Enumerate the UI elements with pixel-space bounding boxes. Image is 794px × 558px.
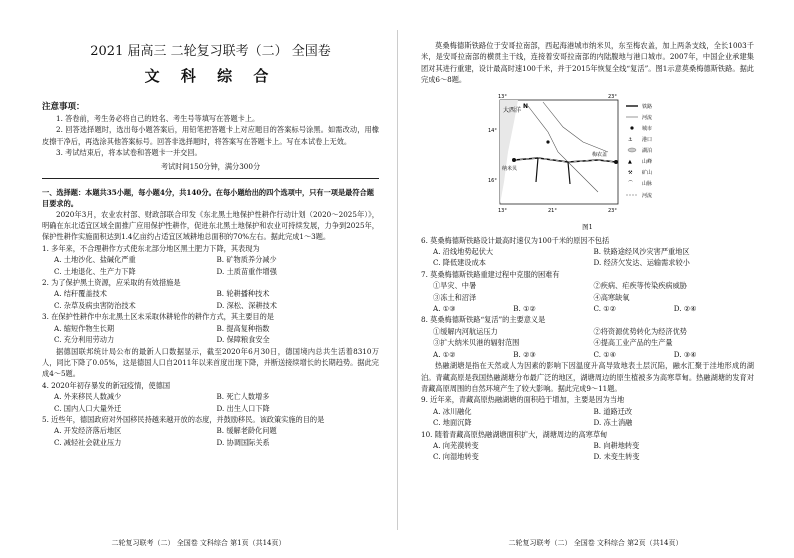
passage: 莫桑梅德斯铁路位于安哥拉南部，西起海港城市纳米贝，东至梅农盖，加上两条支线，全长1003千米，是安哥拉南部的横贯主干线，连接着安哥拉南部的内陆腹地与港口城市。2007年，中国企业承建集团对其进行重建，设计最高时速100千米，并于2015年恢复全线“复活”。图1示意莫桑梅德斯铁路。据此完成6～8题。 xyxy=(421,41,754,85)
item: ④提高工业产品的生产量 xyxy=(593,338,673,348)
lon-label: 23° xyxy=(607,93,617,100)
question: 7. 莫桑梅德斯铁路重建过程中克服的困难有 xyxy=(421,269,560,279)
option: A. 沿线地势起伏大 xyxy=(433,247,494,257)
item: ②疾病、疟疾等传染疾病威胁 xyxy=(593,281,687,291)
options xyxy=(421,246,754,269)
map-label: 梅农盖 xyxy=(591,151,607,158)
option: C. 向湿地转变 xyxy=(433,452,479,462)
options xyxy=(421,303,754,314)
option: B. ①② xyxy=(513,304,536,314)
options xyxy=(42,425,379,448)
legend-label: 河流 xyxy=(641,192,652,199)
legend-label: 湖泊 xyxy=(641,147,652,154)
option: B. 轮耕播种技术 xyxy=(216,289,270,299)
option: B. 向耕地转变 xyxy=(593,440,640,450)
option: D. 冻土消融 xyxy=(593,418,633,428)
option: A. 缩短作物生长期 xyxy=(54,323,115,333)
legend-mine-icon: ⚒ xyxy=(627,169,632,176)
legend-city-icon xyxy=(630,126,633,129)
legend-peak-icon: ▲ xyxy=(627,158,632,165)
option: D. 深松、深耕技术 xyxy=(216,300,277,310)
option: C. 充分利用劳动力 xyxy=(54,335,115,345)
page-right xyxy=(397,0,794,558)
question: 9. 近年来，青藏高原热融湖塘的面积趋于增加，主要是因为当地 xyxy=(421,395,625,405)
notice-item: 2. 回答选择题时，选出每小题答案后，用铅笔把答题卡上对应题目的答案标号涂黑。如需改动，用橡皮擦干净后，再选涂其他答案标号。回答非选择题时，将答案写在答题卡上。写在本试卷上无效。 xyxy=(42,125,379,146)
option: D. 协调国际关系 xyxy=(216,437,270,447)
lat-label: 14° xyxy=(487,127,497,134)
legend-label: 港口 xyxy=(641,136,652,143)
option: D. 土质苗重作增强 xyxy=(216,266,277,276)
map-legend xyxy=(626,103,652,199)
item: ④高寒缺氧 xyxy=(593,292,630,302)
lat-label: 16° xyxy=(487,177,497,184)
items xyxy=(421,280,754,303)
option: A. ①② xyxy=(433,349,456,359)
option: A. 向芜漠转变 xyxy=(433,440,479,450)
lon-label: 21° xyxy=(547,207,557,214)
page-footer: 二轮复习联考（二） 全国卷 文科综合 第1页（共14页） xyxy=(111,539,286,547)
item: ①缓解内河航运压力 xyxy=(433,326,498,336)
question: 6. 莫桑梅德斯铁路设计最高时速仅为100千米的原因不包括 xyxy=(421,235,610,245)
option: B. ②③ xyxy=(513,349,536,359)
option: B. 铁路途经风沙灾害严重地区 xyxy=(593,247,690,257)
notice-item: 3. 考试结束后，将本试卷和答题卡一并交回。 xyxy=(56,148,202,158)
legend-label: 山峰 xyxy=(641,158,652,165)
option: C. 降低建设成本 xyxy=(433,258,486,268)
option: A. 土地沙化、盐碱化严重 xyxy=(54,255,136,265)
legend-mountain-icon: ⌒ xyxy=(627,180,633,187)
passage: 据德国联邦统计局公布的最新人口数据显示，截至2020年6月30日，德国境内总共生活着8310万人，同比下降了0.05%，这是德国人口自2011年以来首度出现下降，并断送接续增长的长期趋势。据此完成4～5题。 xyxy=(42,346,379,379)
option: D. ②④ xyxy=(673,304,697,314)
option: D. 经济欠发达、运输需求较小 xyxy=(593,258,690,268)
option: A. 冰川融化 xyxy=(433,406,472,416)
options xyxy=(421,349,754,360)
options xyxy=(421,406,754,429)
option: A. 开发经济落后地区 xyxy=(54,426,122,436)
item: ③扩大纳米贝港的辐射范围 xyxy=(433,338,520,348)
option: D. 未变生转变 xyxy=(593,452,640,462)
option: C. 土地退化、生产力下降 xyxy=(54,266,136,276)
legend-port-icon: ⚓ xyxy=(627,136,632,143)
subject-title: 文 科 综 合 xyxy=(144,67,277,85)
option: B. 死亡人数增多 xyxy=(216,392,270,402)
items xyxy=(421,326,754,349)
option: C. ①② xyxy=(593,304,617,314)
lon-label: 13° xyxy=(497,93,507,100)
option: D. 出生人口下降 xyxy=(216,403,270,413)
question: 1. 多年来，不合理耕作方式使东北部分地区黑土肥力下降，其表现为 xyxy=(42,243,260,253)
option: D. ③④ xyxy=(673,349,697,359)
option: A. ①③ xyxy=(433,304,456,314)
passage: 热融湖塘是指在天然或人为因素的影响下因温度升高导致地表土层沉陷，融水汇聚于洼地形成的湖泊。青藏高原是我国热融湖塘分布最广泛的地区，湖塘周边的原生植被多为高寒草甸。热融湖塘的发育对青藏高原周围的自然环境产生了较大影响。据此完成9～11题。 xyxy=(421,361,754,393)
question: 2. 为了保护黑土资源，应采取的有效措施是 xyxy=(42,278,181,288)
notice-heading: 注意事项： xyxy=(42,102,85,112)
option: B. 缓解老龄化问题 xyxy=(216,426,277,436)
page-footer: 二轮复习联考（二） 全国卷 文科综合 第2页（共14页） xyxy=(508,539,683,547)
passage: 2020年3月，农业农村部、财政部联合印发《东北黑土地保护性耕作行动计划（2020～2025年）》，明确在东北适宜区域全面推广应用保护性耕作，促进东北黑土地保护和农业可持续发展，力争到2025年，保护性耕作实施面积达到1.4亿亩约占适宜区域耕地总面积的70%左右。据此完成1～3题。 xyxy=(42,209,379,242)
exam-title: 2021 届高三 二轮复习联考（二） 全国卷 xyxy=(90,44,331,59)
options xyxy=(42,254,379,277)
options xyxy=(42,323,379,346)
city-dot xyxy=(614,160,618,164)
city-dot xyxy=(546,140,549,143)
lon-label: 13° xyxy=(497,207,507,214)
railway-map xyxy=(488,92,688,220)
option: A. 外来移民人数减少 xyxy=(54,392,122,402)
option: C. 减轻社会就业压力 xyxy=(54,437,122,447)
option: C. 地面沉降 xyxy=(433,418,472,428)
options xyxy=(42,391,379,414)
question: 4. 2020年初存暴发的新冠疫情，使德国 xyxy=(42,380,171,390)
option: C. ①④ xyxy=(593,349,617,359)
legend-label: 矿山 xyxy=(641,169,652,176)
lon-label: 23° xyxy=(607,207,617,214)
time-line: 考试时间150分钟，满分300分 xyxy=(160,161,261,171)
map-label: 纳米贝 xyxy=(501,165,517,172)
notice-item: 1. 答卷前，考生务必将自己的姓名、考生号等填写在答题卡上。 xyxy=(56,114,260,123)
legend-lake-icon xyxy=(628,148,636,152)
item: ②将资源优势转化为经济优势 xyxy=(593,326,687,336)
options xyxy=(42,288,379,311)
option: D. 保障粮食安全 xyxy=(216,335,270,345)
city-dot xyxy=(512,158,516,162)
item: ①旱灾、中暑 xyxy=(433,281,477,291)
item: ③冻土和沼泽 xyxy=(433,292,477,302)
rule xyxy=(42,178,379,179)
option: B. 矿物质养分减少 xyxy=(216,255,277,265)
map-figure xyxy=(421,92,754,220)
options xyxy=(421,440,754,463)
legend-label: 铁路 xyxy=(641,103,652,110)
option: C. 国内人口大量外迁 xyxy=(54,403,122,413)
legend-label: 河流 xyxy=(641,114,652,121)
figure-caption: 图1 xyxy=(582,222,593,231)
legend-label: 城市 xyxy=(641,125,652,132)
option: A. 结秆覆盖技术 xyxy=(54,289,107,299)
option: C. 杂草及病虫害防治技术 xyxy=(54,300,136,310)
question: 8. 莫桑梅德斯铁路“复活”的主要意义是 xyxy=(421,315,546,325)
section-heading: 一、选择题：本题共35小题，每小题4分，共140分。在每小题给出的四个选项中，只有一项是最符合题目要求的。 xyxy=(42,187,374,208)
legend-label: 山脉 xyxy=(641,180,652,187)
question: 10. 随着青藏高原热融湖塘面积扩大，湖塘周边的高寒草甸 xyxy=(421,429,608,439)
compass-icon: N xyxy=(522,102,528,110)
question: 3. 在保护性耕作中东北黑土区未采取休耕轮作的耕作方式，其主要目的是 xyxy=(42,312,274,322)
option: B. 道路迁改 xyxy=(593,406,633,416)
map-label: 大西洋 xyxy=(502,106,521,114)
option: B. 提高复种指数 xyxy=(216,323,270,333)
question: 5. 近些年，德国政府对外国移民持越来越开放的态度，并鼓励移民。该政策实施的目的是 xyxy=(42,414,325,424)
